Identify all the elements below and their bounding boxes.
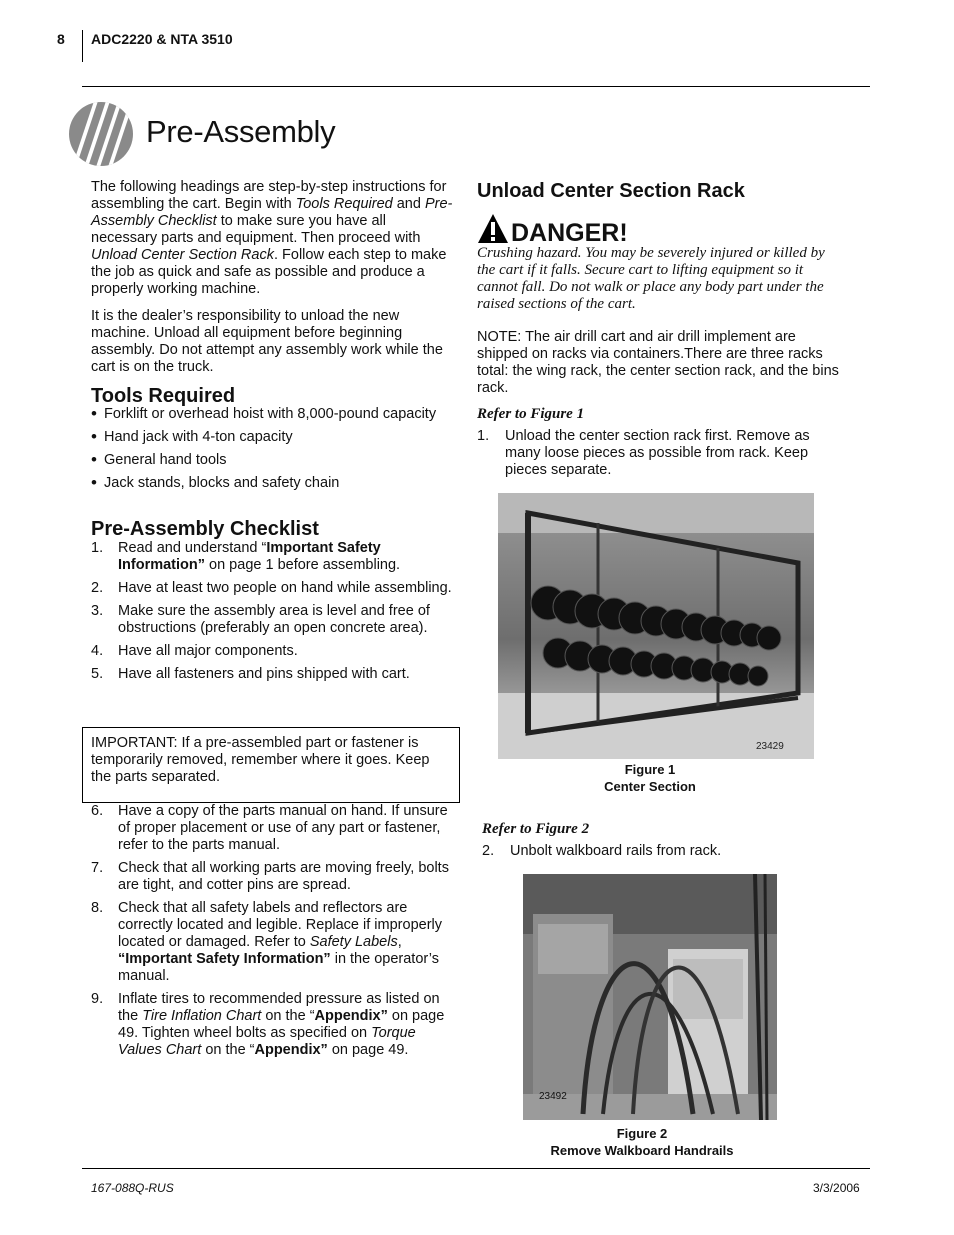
danger-label: DANGER! (511, 219, 628, 247)
figure-1-label: Figure 1 (624, 762, 676, 777)
document-date: 3/3/2006 (813, 1181, 860, 1195)
text-run: Read and understand “ (118, 540, 267, 556)
list-item (91, 540, 456, 574)
list-item (91, 991, 456, 1059)
list-item (91, 580, 456, 597)
document-number: 167-088Q-RUS (91, 1181, 174, 1195)
figure-2-caption (523, 1125, 761, 1159)
unload-section-heading: Unload Center Section Rack (477, 180, 745, 202)
document-title: ADC2220 & NTA 3510 (91, 31, 233, 47)
item-text (118, 860, 456, 894)
item-number: 8. (91, 900, 104, 916)
figure-1-caption (498, 761, 802, 795)
step-2-text: Unbolt walkboard rails from rack. (510, 843, 722, 859)
intro-paragraph-1 (91, 179, 456, 298)
tools-item-text: Jack stands, blocks and safety chain (104, 475, 340, 491)
item-number: 2. (91, 580, 104, 596)
rack-photo-illustration (498, 493, 814, 759)
item-text (118, 666, 456, 683)
item-number: 7. (91, 860, 104, 876)
warning-triangle-icon (477, 213, 509, 245)
item-text (118, 991, 456, 1059)
text-run: , (397, 934, 402, 950)
item-text (118, 580, 456, 597)
list-item (91, 666, 456, 683)
figure-2-number: 23492 (539, 1091, 567, 1102)
item-number: 5. (91, 666, 104, 682)
figure-1-title: Center Section (604, 779, 696, 794)
text-run: Pre-Assembly Checklist (91, 196, 453, 229)
shipping-note: NOTE: The air drill cart and air drill implement are shipped on racks via containers.There are three racks total: the wing rack, the center section rack, and the bins rack. (477, 329, 839, 396)
tools-item-text: Hand jack with 4-ton capacity (104, 429, 293, 445)
figure-2-label: Figure 2 (616, 1126, 668, 1141)
list-item (91, 900, 456, 985)
text-run: Unload Center Section Rack (91, 247, 274, 263)
item-number: 1. (91, 540, 104, 556)
page-number: 8 (57, 31, 65, 47)
list-item (91, 429, 456, 446)
item-text (118, 643, 456, 660)
text-run: on the “ (201, 1042, 255, 1058)
text-run: “Important Safety Information” (118, 951, 331, 967)
step-number: 2. (482, 843, 495, 859)
list-item (91, 803, 456, 854)
text-run: Tools Required (295, 196, 393, 212)
text-run: on the “ (261, 1008, 315, 1024)
item-text (118, 603, 456, 637)
text-run: on page 49. Tighten wheel bolts as specified on (118, 1008, 445, 1041)
list-item (91, 860, 456, 894)
handrails-photo-illustration (523, 874, 777, 1120)
text-run: Check that all safety labels and reflectors are correctly located and legible. Replace if improperly located or damaged. Refer to (118, 900, 442, 950)
item-number: 3. (91, 603, 104, 619)
list-item (91, 406, 456, 423)
checklist-heading: Pre-Assembly Checklist (91, 518, 319, 540)
text-run: Have a copy of the parts manual on hand. If unsure of proper placement or use of any part or fastener, refer to the parts manual. (118, 803, 448, 853)
text-run: Torque Values Chart (118, 1025, 416, 1058)
text-run: Appendix” (254, 1042, 328, 1058)
header-rule (82, 86, 870, 87)
danger-text: Crushing hazard. You may be severely injured or killed by the cart if it falls. Secure cart to lifting equipment so it cannot fall. Do not walk or place any body part under the raised sections of the cart. (477, 245, 825, 312)
item-text (118, 900, 456, 985)
text-run: Safety Labels (309, 934, 398, 950)
text-run: . Follow each step to make the job as quick and safe as possible and produce a properly working machine. (91, 247, 447, 297)
text-run: on page 49. (327, 1042, 409, 1058)
item-text (118, 803, 456, 854)
intro-paragraph-2: It is the dealer’s responsibility to unload the new machine. Unload all equipment before beginning assembly. Do not attempt any assembly work while the cart is on the truck. (91, 308, 443, 375)
tools-item-text: General hand tools (104, 452, 227, 468)
text-run: The following headings are step-by-step instructions for assembling the cart. Begin with (91, 179, 447, 212)
list-item (91, 452, 456, 469)
checklist-part-2 (91, 803, 456, 1065)
footer-rule (82, 1168, 870, 1169)
item-number: 9. (91, 991, 104, 1007)
header-divider (82, 30, 83, 62)
text-run: on page 1 before assembling. (205, 557, 401, 573)
list-item (91, 603, 456, 637)
important-callout-text: IMPORTANT: If a pre-assembled part or fastener is temporarily removed, remember where it goes. Keep the parts separated. (91, 735, 430, 785)
text-run: in the operator’s manual. (118, 951, 439, 984)
list-item (91, 475, 456, 492)
text-run: Appendix” (314, 1008, 388, 1024)
text-run: and (392, 196, 425, 212)
tools-item-text: Forklift or overhead hoist with 8,000-pound capacity (104, 406, 437, 422)
item-number: 4. (91, 643, 104, 659)
text-run: Have all fasteners and pins shipped with cart. (118, 666, 410, 682)
item-number: 6. (91, 803, 104, 819)
text-run: Tire Inflation Chart (142, 1008, 262, 1024)
text-run: Check that all working parts are moving freely, bolts are tight, and cotter pins are spread. (118, 860, 449, 893)
field-stripes-logo-icon (68, 101, 134, 167)
figure-1-number: 23429 (756, 741, 784, 752)
text-run: Important Safety Information” (118, 540, 381, 573)
page-title: Pre-Assembly (146, 114, 336, 149)
figure-2-reference: Refer to Figure 2 (482, 821, 590, 837)
tools-required-heading: Tools Required (91, 385, 236, 407)
text-run: to make sure you have all necessary parts and equipment. Then proceed with (91, 213, 421, 246)
figure-2-photo (523, 874, 777, 1120)
figure-1-reference: Refer to Figure 1 (477, 406, 585, 422)
checklist-part-1 (91, 540, 456, 689)
step-1-text: Unload the center section rack first. Remove as many loose pieces as possible from rack. Keep pieces separate. (505, 428, 810, 478)
text-run: Inflate tires to recommended pressure as listed on the (118, 991, 440, 1024)
figure-2-title: Remove Walkboard Handrails (550, 1143, 734, 1158)
step-number: 1. (477, 428, 490, 444)
tools-list (91, 406, 456, 492)
item-text (118, 540, 456, 574)
text-run: Have all major components. (118, 643, 298, 659)
text-run: Have at least two people on hand while assembling. (118, 580, 452, 596)
figure-1-photo (498, 493, 814, 759)
text-run: Make sure the assembly area is level and free of obstructions (preferably an open concrete area). (118, 603, 430, 636)
list-item (91, 643, 456, 660)
